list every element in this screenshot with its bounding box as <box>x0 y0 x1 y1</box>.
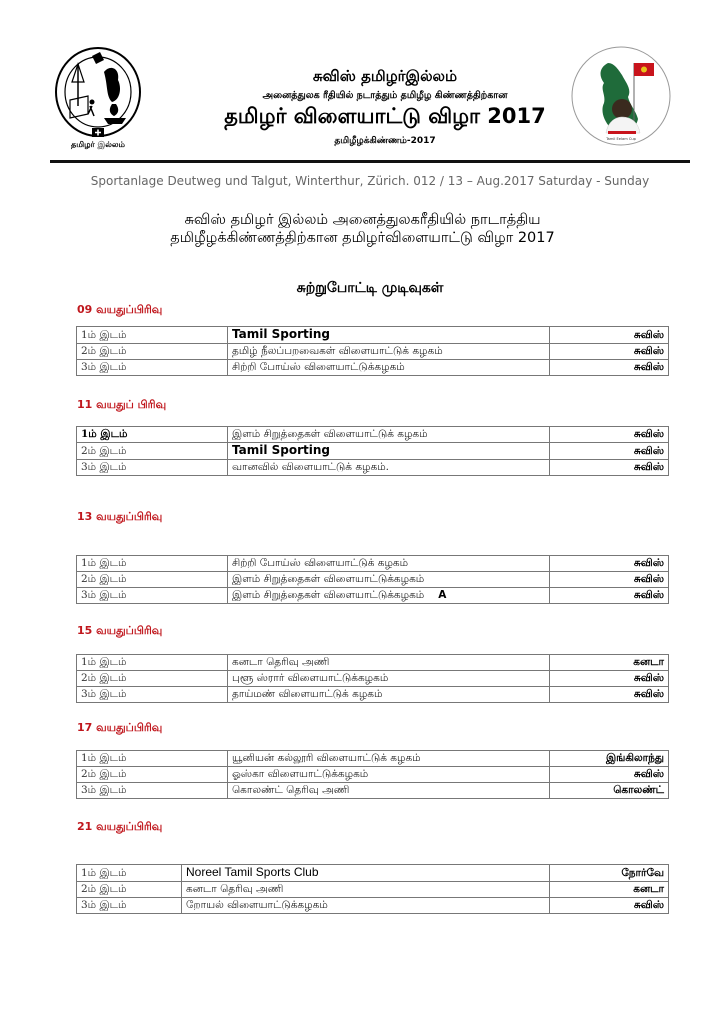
country-cell: சுவிஸ் <box>550 460 669 476</box>
place-cell: 1ம் இடம் <box>77 751 228 767</box>
country-cell: கனடா <box>550 655 669 671</box>
team-cell <box>182 865 550 882</box>
team-name: Tamil Sporting <box>232 327 331 341</box>
team-name: Noreel Tamil Sports Club <box>186 865 319 879</box>
category-heading-13: 13 வயதுப்பிரிவு <box>77 510 163 523</box>
country-cell: இங்கிலாந்து <box>550 751 669 767</box>
team-name: இளம் சிறுத்தைகள் விளையாட்டுக்கழகம் <box>232 589 425 601</box>
place-cell: 1ம் இடம் <box>77 865 182 882</box>
results-table-15 <box>76 654 669 703</box>
results-heading: சுற்றுபோட்டி முடிவுகள் <box>296 280 444 296</box>
team-cell: வானவில் விளையாட்டுக் கழகம். <box>228 460 550 476</box>
results-table-09 <box>76 326 669 376</box>
team-cell: கனடா தெரிவு அணி <box>228 655 550 671</box>
place-cell: 3ம் இடம் <box>77 588 228 604</box>
country-cell: சுவிஸ் <box>550 427 669 443</box>
country-cell: சுவிஸ் <box>550 898 669 914</box>
table-row <box>77 783 669 799</box>
place-cell: 2ம் இடம் <box>77 671 228 687</box>
country-cell: சுவிஸ் <box>550 671 669 687</box>
team-cell: தாய்மண் விளையாட்டுக் கழகம் <box>228 687 550 703</box>
place-cell: 1ம் இடம் <box>77 427 228 443</box>
place-cell: 3ம் இடம் <box>77 687 228 703</box>
country-cell: சுவிஸ் <box>550 556 669 572</box>
document-title-line-2: தமிழீழக்கிண்ணத்திற்கான தமிழர்விளையாட்டு விழா 2017 <box>170 230 555 246</box>
team-cell <box>228 443 550 460</box>
place-cell: 3ம் இடம் <box>77 460 228 476</box>
team-cell: யூனியன் கல்லூரி விளையாட்டுக் கழகம் <box>228 751 550 767</box>
right-logo-caption: Tamil Eelam Cup <box>606 137 636 141</box>
country-cell: சுவிஸ் <box>550 687 669 703</box>
category-heading-11: 11 வயதுப் பிரிவு <box>77 398 167 411</box>
team-cell: சிற்றி போய்ஸ் விளையாட்டுக் கழகம் <box>228 556 550 572</box>
category-heading-21: 21 வயதுப்பிரிவு <box>77 820 163 833</box>
place-cell: 3ம் இடம் <box>77 898 182 914</box>
category-heading-15: 15 வயதுப்பிரிவு <box>77 624 163 637</box>
place-cell: 2ம் இடம் <box>77 344 228 360</box>
table-row <box>77 443 669 460</box>
country-cell: கனடா <box>550 882 669 898</box>
event-title: தமிழர் விளையாட்டு விழா 2017 <box>224 104 546 128</box>
country-cell: சுவிஸ் <box>550 767 669 783</box>
org-name: சுவிஸ் தமிழர்இல்லம் <box>312 67 458 85</box>
table-row <box>77 427 669 443</box>
left-logo-caption: தமிழர் இல்லம் <box>71 140 125 149</box>
team-suffix: A <box>438 589 447 601</box>
table-row <box>77 327 669 344</box>
document-title-line-1: சுவிஸ் தமிழர் இல்லம் அனைத்துலகரீதியில் நாடாத்திய <box>184 212 541 228</box>
place-cell: 3ம் இடம் <box>77 783 228 799</box>
venue-line: Sportanlage Deutweg und Talgut, Winterthur, Zürich. 012 / 13 – Aug.2017 Saturday - Sunday <box>90 174 650 188</box>
table-row <box>77 556 669 572</box>
results-table-17 <box>76 750 669 799</box>
country-cell: சுவிஸ் <box>550 588 669 604</box>
table-row <box>77 767 669 783</box>
table-row <box>77 655 669 671</box>
table-row <box>77 572 669 588</box>
country-cell: சுவிஸ் <box>550 327 669 344</box>
category-heading-17: 17 வயதுப்பிரிவு <box>77 721 163 734</box>
cup-name: தமிழீழக்கிண்ணம்-2017 <box>334 136 436 146</box>
team-cell: இளம் சிறுத்தைகள் விளையாட்டுக்கழகம் <box>228 572 550 588</box>
team-cell: றோயல் விளையாட்டுக்கழகம் <box>182 898 550 914</box>
place-cell: 2ம் இடம் <box>77 882 182 898</box>
table-row <box>77 751 669 767</box>
team-cell: கொலண்ட் தெரிவு அணி <box>228 783 550 799</box>
country-cell: சுவிஸ் <box>550 443 669 460</box>
place-cell: 2ம் இடம் <box>77 443 228 460</box>
results-table-21 <box>76 864 669 914</box>
header-divider <box>50 160 690 163</box>
country-cell: சுவிஸ் <box>550 572 669 588</box>
table-row <box>77 687 669 703</box>
results-table-11 <box>76 426 669 476</box>
team-cell: கனடா தெரிவு அணி <box>182 882 550 898</box>
team-name: Tamil Sporting <box>232 443 331 457</box>
place-cell: 1ம் இடம் <box>77 655 228 671</box>
tamil-illam-logo <box>48 44 152 150</box>
team-cell: ஓஸ்கா விளையாட்டுக்கழகம் <box>228 767 550 783</box>
place-cell: 1ம் இடம் <box>77 556 228 572</box>
team-cell <box>228 588 550 604</box>
country-cell: கொலண்ட் <box>550 783 669 799</box>
team-cell <box>228 327 550 344</box>
place-cell: 2ம் இடம் <box>77 767 228 783</box>
team-cell: இளம் சிறுத்தைகள் விளையாட்டுக் கழகம் <box>228 427 550 443</box>
table-row <box>77 460 669 476</box>
tamil-eelam-cup-logo <box>570 45 672 147</box>
category-heading-09: 09 வயதுப்பிரிவு <box>77 303 163 316</box>
table-row <box>77 898 669 914</box>
tagline: அனைத்துலக ரீதியில் நடாத்தும் தமிழீழ கிண்ணத்திற்கான <box>262 90 508 101</box>
table-row <box>77 671 669 687</box>
table-row <box>77 360 669 376</box>
table-row <box>77 344 669 360</box>
place-cell: 1ம் இடம் <box>77 327 228 344</box>
table-row <box>77 588 669 604</box>
team-cell: தமிழ் நீலப்பறவைகள் விளையாட்டுக் கழகம் <box>228 344 550 360</box>
results-table-13 <box>76 555 669 604</box>
country-cell: நோர்வே <box>550 865 669 882</box>
team-cell: புளூ ஸ்ரார் விளையாட்டுக்கழகம் <box>228 671 550 687</box>
place-cell: 3ம் இடம் <box>77 360 228 376</box>
country-cell: சுவிஸ் <box>550 344 669 360</box>
table-row <box>77 865 669 882</box>
place-cell: 2ம் இடம் <box>77 572 228 588</box>
team-cell: சிற்றி போய்ஸ் விளையாட்டுக்கழகம் <box>228 360 550 376</box>
country-cell: சுவிஸ் <box>550 360 669 376</box>
table-row <box>77 882 669 898</box>
